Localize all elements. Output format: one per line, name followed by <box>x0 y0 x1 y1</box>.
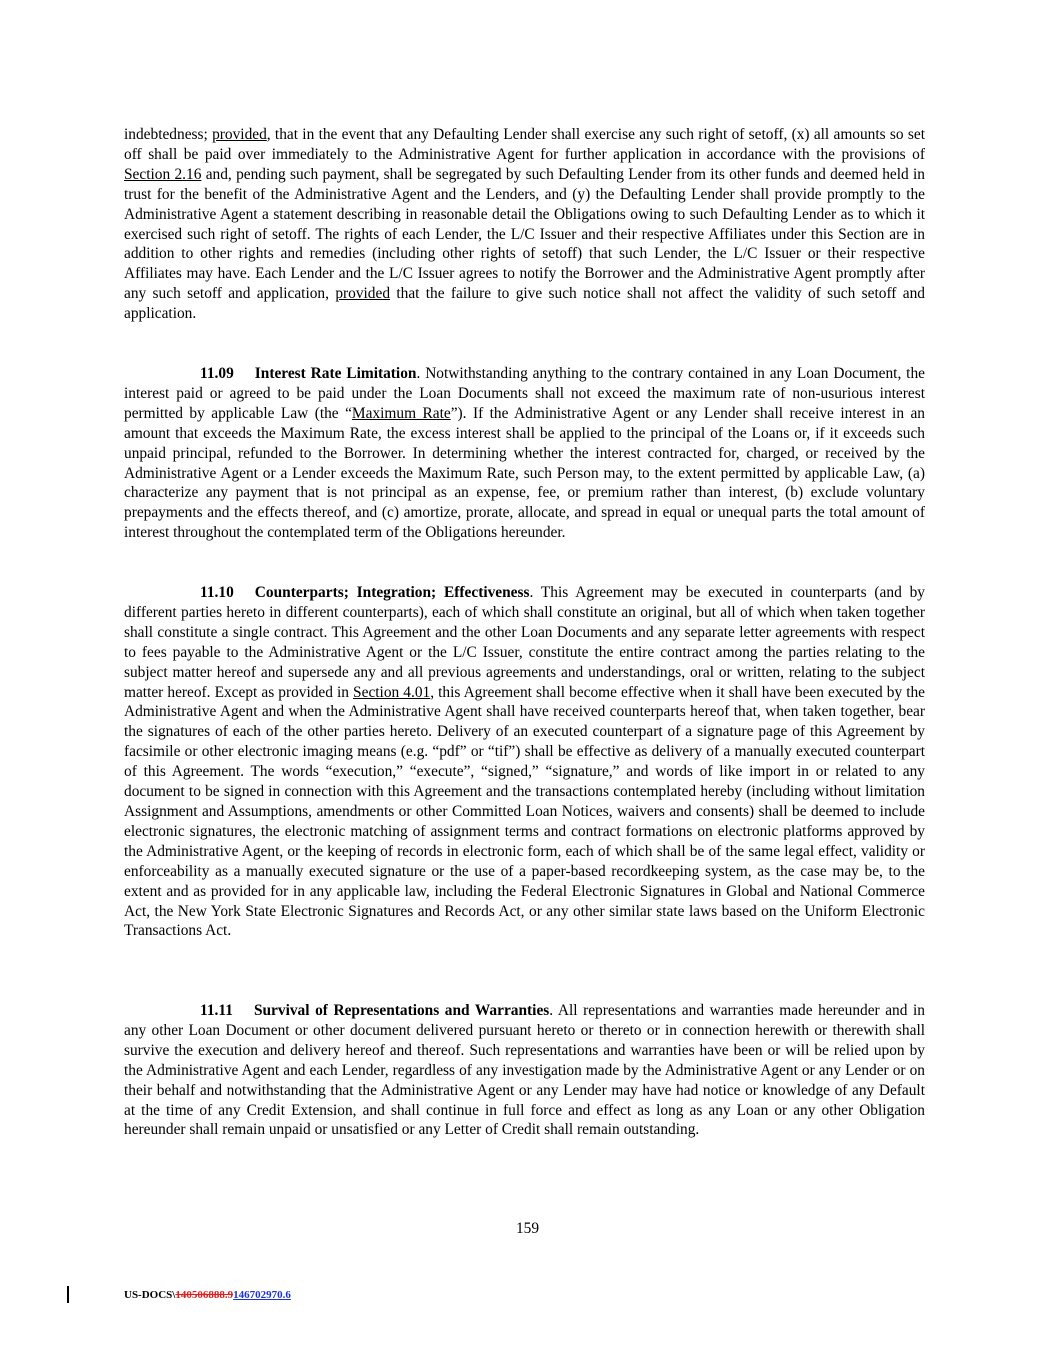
section-number: 11.11 <box>200 1002 233 1019</box>
section-heading: Survival of Representations and Warranties <box>253 1002 550 1019</box>
section-heading: Interest Rate Limitation <box>254 365 417 382</box>
provided-term: provided <box>335 285 391 303</box>
section-2-16-reference: Section 2.16 <box>124 165 202 183</box>
page-number: 159 <box>515 1220 540 1237</box>
section-heading: Counterparts; Integration; Effectiveness <box>254 584 530 601</box>
section-11-09: 11.09 Interest Rate Limitation. Notwithstanding anything to the contrary contained in any Loan Document, the interest paid or agreed to be paid under the Loan Documents shall not exceed the maximum rate of non-usurious interest permitted by applicable Law (the “Maximum Rate”). If the Administrative Agent or any Lender shall receive interest in an amount that exceeds the Maximum Rate, the excess interest shall be applied to the principal of the Loans or, if it exceeds such unpaid principal, refunded to the Borrower. In determining whether the interest contracted for, charged, or received by the Administrative Agent or a Lender exceeds the Maximum Rate, such Person may, to the extent permitted by applicable Law, (a) characterize any payment that is not principal as an expense, fee, or premium rather than interest, (b) exclude voluntary prepayments and the effects thereof, and (c) amortize, prorate, allocate, and spread in equal or unequal parts the total amount of interest throughout the contemplated term of the Obligations hereunder. <box>124 365 925 542</box>
section-4-01-reference: Section 4.01 <box>353 683 431 701</box>
section-11-11: 11.11 Survival of Representations and Warranties. All representations and warranties made hereunder and in any other Loan Document or other document delivered pursuant hereto or thereto or in connection herewith or therewith shall survive the execution and delivery hereof and thereof. Such representations and warranties have been or will be relied upon by the Administrative Agent and each Lender, regardless of any investigation made by the Administrative Agent or any Lender or on their behalf and notwithstanding that the Administrative Agent or any Lender may have had notice or knowledge of any Default at the time of any Credit Extension, and shall continue in full force and effect as long as any Loan or any other Obligation hereunder shall remain unpaid or unsatisfied or any Letter of Credit shall remain outstanding. <box>124 1002 925 1139</box>
section-number: 11.09 <box>200 365 234 382</box>
defined-term-maximum-rate: Maximum Rate <box>351 404 451 422</box>
change-bar <box>67 1286 69 1303</box>
setoff-paragraph: indebtedness; provided, that in the event that any Defaulting Lender shall exercise any such right of setoff, (x) all amounts so set off shall be paid over immediately to the Administrative Agent for further application in accordance with the provisions of Section 2.16 and, pending such payment, shall be segregated by such Defaulting Lender from its other funds and deemed held in trust for the benefit of the Administrative Agent and the Lenders, and (y) the Defaulting Lender shall provide promptly to the Administrative Agent a statement describing in reasonable detail the Obligations owing to such Defaulting Lender as to which it exercised such right of setoff. The rights of each Lender, the L/C Issuer and their respective Affiliates under this Section are in addition to other rights and remedies (including other rights of setoff) that such Lender, the L/C Issuer or their respective Affiliates may have. Each Lender and the L/C Issuer agrees to notify the Borrower and the Administrative Agent promptly after any such setoff and application, provided that the failure to give such notice shall not affect the validity of such setoff and application. <box>124 126 926 323</box>
provided-term: provided <box>212 126 267 143</box>
document-id-footer: US-DOCS\140506888.9146702970.6 <box>124 1289 291 1301</box>
inserted-doc-id: 146702970.6 <box>233 1289 291 1301</box>
section-number: 11.10 <box>200 584 234 601</box>
deleted-doc-id: 140506888.9 <box>175 1289 234 1301</box>
section-11-10: 11.10 Counterparts; Integration; Effectiveness. This Agreement may be executed in counterparts (and by different parties hereto in different counterparts), each of which shall constitute an original, but all of which when taken together shall constitute a single contract. This Agreement and the other Loan Documents and any separate letter agreements with respect to fees payable to the Administrative Agent or the L/C Issuer, constitute the entire contract among the parties relating to the subject matter hereof and supersede any and all previous agreements and understandings, oral or written, relating to the subject matter hereof. Except as provided in Section 4.01, this Agreement shall become effective when it shall have been executed by the Administrative Agent and when the Administrative Agent shall have received counterparts hereof that, when taken together, bear the signatures of each of the other parties hereto. Delivery of an executed counterpart of a signature page of this Agreement by facsimile or other electronic imaging means (e.g. “pdf” or “tif”) shall be effective as delivery of a manually executed counterpart of this Agreement. The words “execution,” “execute”, “signed,” “signature,” and words of like import in or related to any document to be signed in connection with this Agreement and the transactions contemplated hereby (including without limitation Assignment and Assumptions, amendments or other Committed Loan Notices, waivers and consents) shall be deemed to include electronic signatures, the electronic matching of assignment terms and contract formations on electronic platforms approved by the Administrative Agent, or the keeping of records in electronic form, each of which shall be of the same legal effect, validity or enforceability as a manually executed signature or the use of a paper-based recordkeeping system, as the case may be, to the extent and as provided for in any applicable law, including the Federal Electronic Signatures in Global and National Commerce Act, the New York State Electronic Signatures and Records Act, or any other similar state laws based on the Uniform Electronic Transactions Act. <box>124 584 925 940</box>
